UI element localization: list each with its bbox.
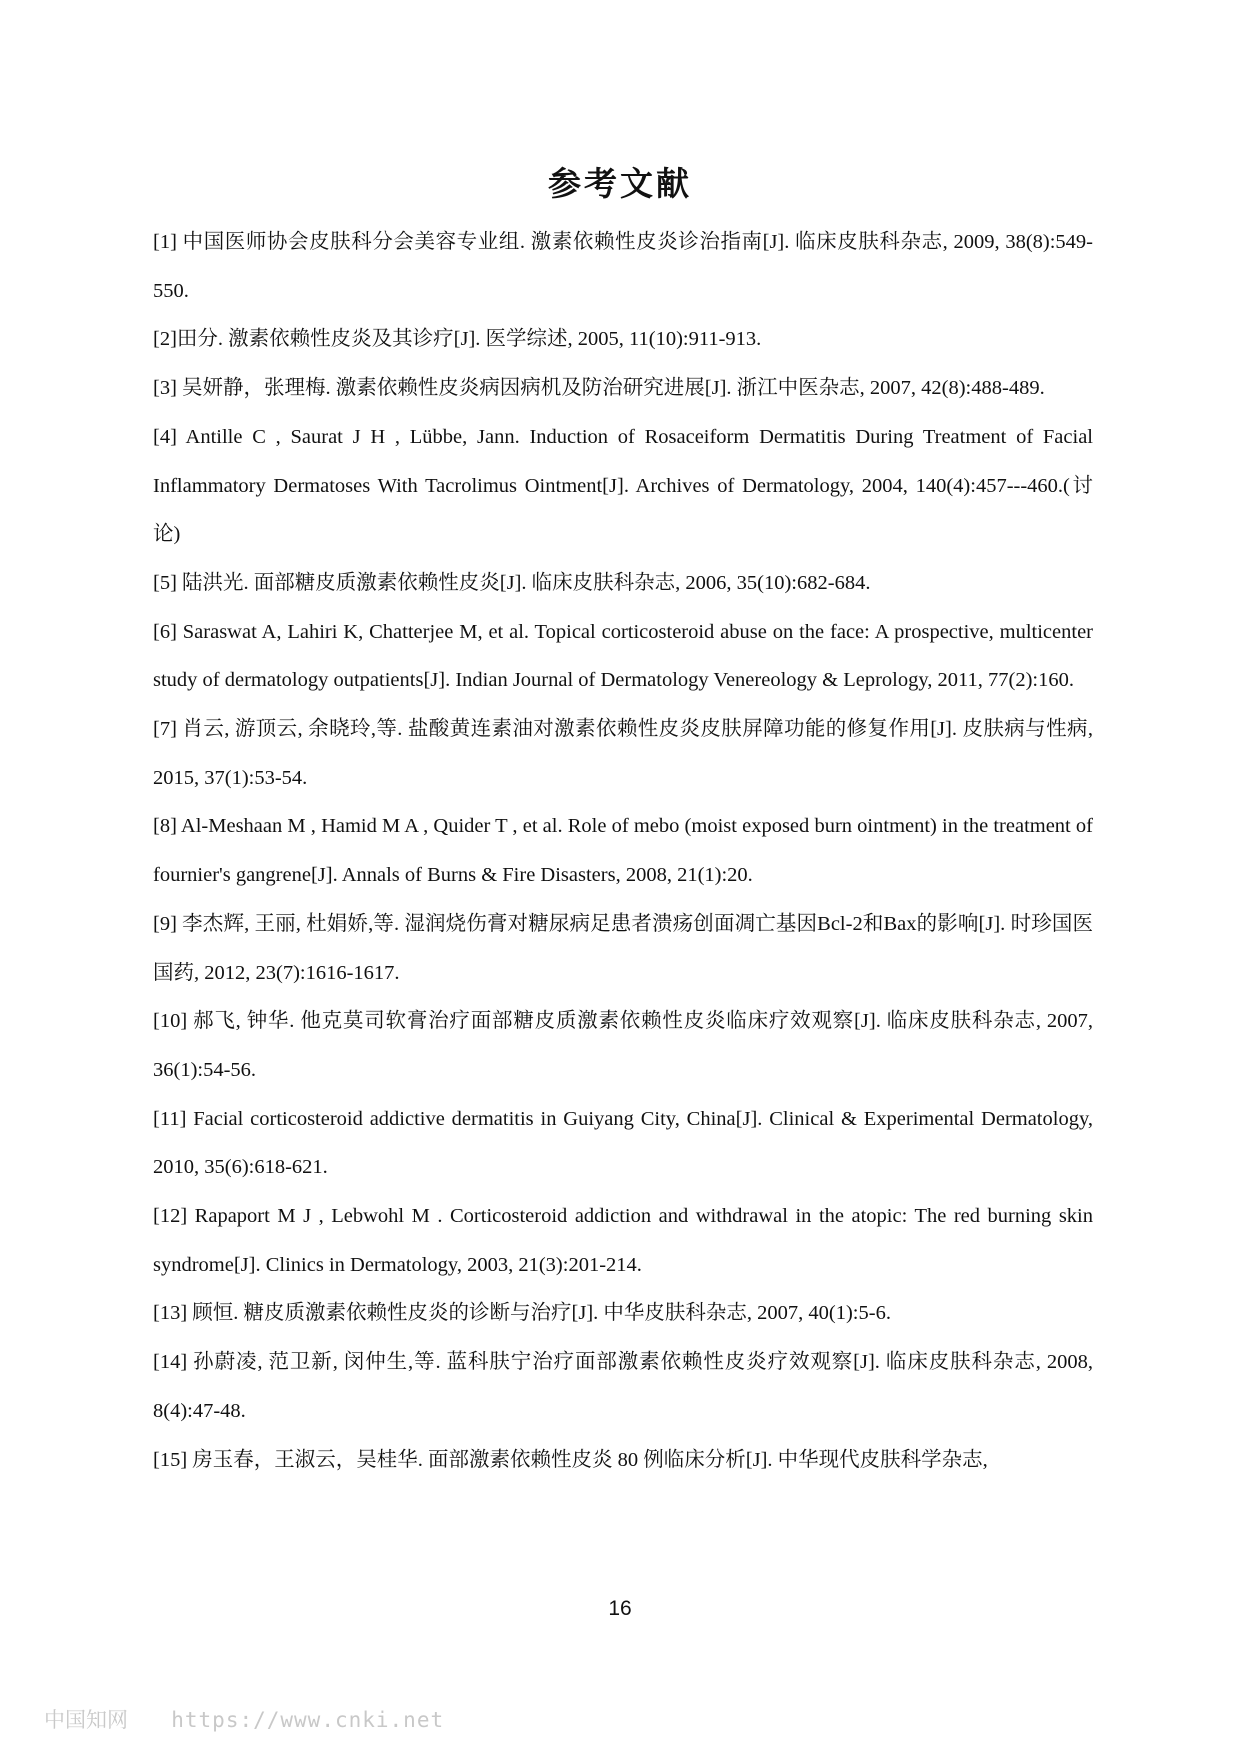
page-number: 16 bbox=[608, 1597, 632, 1620]
reference-item: [13] 顾恒. 糖皮质激素依赖性皮炎的诊断与治疗[J]. 中华皮肤科杂志, 2007, 40(1):5-6. bbox=[153, 1302, 891, 1325]
reference-item: [5] 陆洪光. 面部糖皮质激素依赖性皮炎[J]. 临床皮肤科杂志, 2006, 35(10):682-684. bbox=[153, 571, 871, 594]
reference-item: [2]田分. 激素依赖性皮炎及其诊疗[J]. 医学综述, 2005, 11(10):911-913. bbox=[153, 328, 762, 351]
reference-item: [9] 李杰辉, 王丽, 杜娟娇,等. 湿润烧伤膏对糖尿病足患者溃疡创面凋亡基因Bcl-2和Bax的影响[J]. 时珍国医国药, 2012, 23(7):1616-1617. bbox=[153, 912, 1093, 984]
reference-item: [1] 中国医师协会皮肤科分会美容专业组. 激素依赖性皮炎诊治指南[J]. 临床皮肤科杂志, 2009, 38(8):549-550. bbox=[153, 231, 1093, 302]
reference-item: [15] 房玉春，王淑云，吴桂华. 面部激素依赖性皮炎 80 例临床分析[J]. 中华现代皮肤科学杂志, bbox=[153, 1448, 988, 1471]
reference-list bbox=[153, 218, 1093, 1484]
reference-item: [8] Al-Meshaan M , Hamid M A , Quider T , et al. Role of mebo (moist exposed burn ointment) in the treatment of fournier's gangrene[J]. Annals of Burns & Fire Disasters, 2008, 21(1):20. bbox=[153, 815, 1093, 887]
reference-item: [3] 吴妍静，张理梅. 激素依赖性皮炎病因病机及防治研究进展[J]. 浙江中医杂志, 2007, 42(8):488-489. bbox=[153, 377, 1045, 400]
reference-item: [10] 郝飞, 钟华. 他克莫司软膏治疗面部糖皮质激素依赖性皮炎临床疗效观察[J]. 临床皮肤科杂志, 2007, 36(1):54-56. bbox=[153, 1010, 1093, 1081]
reference-item: [12] Rapaport M J , Lebwohl M . Corticosteroid addiction and withdrawal in the atopic: The red burning skin syndrome[J]. Clinics in Dermatology, 2003, 21(3):201-214. bbox=[153, 1205, 1093, 1276]
cnki-watermark bbox=[44, 1704, 444, 1734]
reference-item: [14] 孙蔚凌, 范卫新, 闵仲生,等. 蓝科肤宁治疗面部激素依赖性皮炎疗效观察[J]. 临床皮肤科杂志, 2008, 8(4):47-48. bbox=[153, 1351, 1093, 1422]
watermark-brand: 中国知网 bbox=[44, 1708, 128, 1732]
watermark-url: https://www.cnki.net bbox=[171, 1708, 445, 1732]
page-title: 参考文献 bbox=[548, 164, 692, 203]
reference-item: [11] Facial corticosteroid addictive dermatitis in Guiyang City, China[J]. Clinical & Experimental Dermatology, 2010, 35(6):618-621. bbox=[153, 1107, 1093, 1179]
reference-item: [6] Saraswat A, Lahiri K, Chatterjee M, et al. Topical corticosteroid abuse on the face: A prospective, multicenter study of dermatology outpatients[J]. Indian Journal of Dermatology Venereology & Leprology, 2011, 77(2):160. bbox=[153, 620, 1093, 692]
reference-item: [7] 肖云, 游顶云, 余晓玲,等. 盐酸黄连素油对激素依赖性皮炎皮肤屏障功能的修复作用[J]. 皮肤病与性病, 2015, 37(1):53-54. bbox=[153, 718, 1093, 789]
reference-item: [4] Antille C , Saurat J H , Lübbe, Jann. Induction of Rosaceiform Dermatitis During Treatment of Facial Inflammatory Dermatoses With Tacrolimus Ointment[J]. Archives of Dermatology, 2004, 140(4):457---460.(讨论) bbox=[153, 425, 1093, 546]
